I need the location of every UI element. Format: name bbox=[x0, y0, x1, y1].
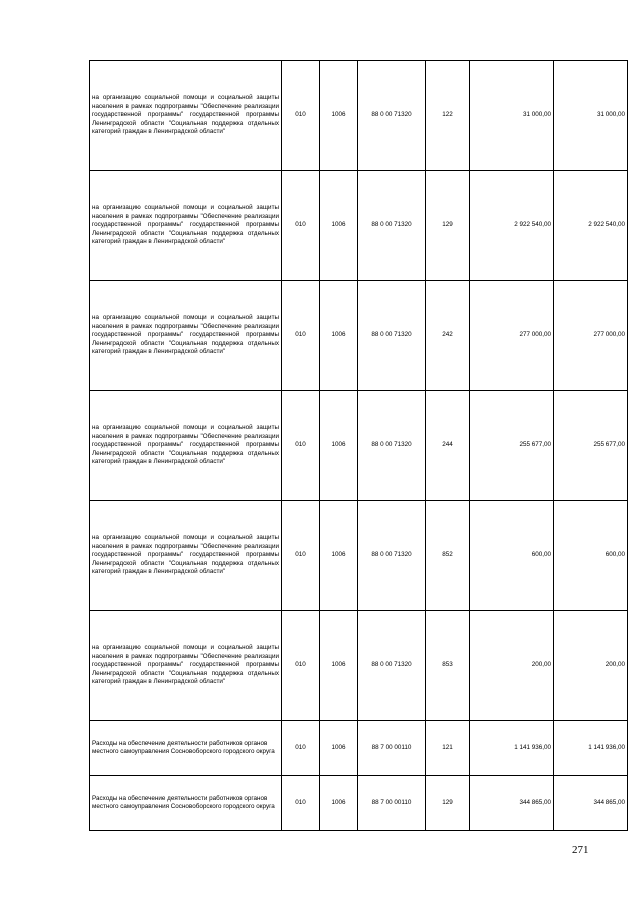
row-amount2: 2 922 540,00 bbox=[554, 171, 628, 281]
row-type: 129 bbox=[426, 171, 470, 281]
row-amount1: 600,00 bbox=[470, 501, 554, 611]
row-target: 88 0 00 71320 bbox=[358, 61, 426, 171]
row-description: на организацию социальной помощи и социальной защиты населения в рамках подпрограммы "Обеспечение реализации государственной программы" государственной программы Ленинградской области "Социальная поддержка отдельных категорий граждан в Ленинградской области" bbox=[90, 501, 282, 611]
row-type: 853 bbox=[426, 611, 470, 721]
row-section: 1006 bbox=[320, 721, 358, 776]
table-row bbox=[90, 611, 628, 721]
table-row bbox=[90, 61, 628, 171]
table-row bbox=[90, 776, 628, 831]
row-code: 010 bbox=[282, 611, 320, 721]
row-type: 244 bbox=[426, 391, 470, 501]
row-code: 010 bbox=[282, 61, 320, 171]
row-type: 121 bbox=[426, 721, 470, 776]
row-type: 129 bbox=[426, 776, 470, 831]
row-code: 010 bbox=[282, 391, 320, 501]
row-section: 1006 bbox=[320, 61, 358, 171]
row-code: 010 bbox=[282, 721, 320, 776]
table-row bbox=[90, 171, 628, 281]
row-target: 88 0 00 71320 bbox=[358, 501, 426, 611]
table-row bbox=[90, 501, 628, 611]
row-code: 010 bbox=[282, 171, 320, 281]
row-amount2: 600,00 bbox=[554, 501, 628, 611]
row-section: 1006 bbox=[320, 281, 358, 391]
row-amount1: 255 677,00 bbox=[470, 391, 554, 501]
row-target: 88 0 00 71320 bbox=[358, 171, 426, 281]
row-type: 122 bbox=[426, 61, 470, 171]
row-section: 1006 bbox=[320, 391, 358, 501]
row-description: на организацию социальной помощи и социальной защиты населения в рамках подпрограммы "Обеспечение реализации государственной программы" государственной программы Ленинградской области "Социальная поддержка отдельных категорий граждан в Ленинградской области" bbox=[90, 171, 282, 281]
row-amount1: 344 865,00 bbox=[470, 776, 554, 831]
page-number: 271 bbox=[572, 844, 589, 856]
budget-table bbox=[89, 60, 628, 831]
row-target: 88 0 00 71320 bbox=[358, 611, 426, 721]
row-target: 88 0 00 71320 bbox=[358, 281, 426, 391]
row-code: 010 bbox=[282, 281, 320, 391]
row-section: 1006 bbox=[320, 776, 358, 831]
row-description: на организацию социальной помощи и социальной защиты населения в рамках подпрограммы "Обеспечение реализации государственной программы" государственной программы Ленинградской области "Социальная поддержка отдельных категорий граждан в Ленинградской области" bbox=[90, 391, 282, 501]
table-row bbox=[90, 721, 628, 776]
row-amount2: 255 677,00 bbox=[554, 391, 628, 501]
row-section: 1006 bbox=[320, 171, 358, 281]
table-row bbox=[90, 281, 628, 391]
row-section: 1006 bbox=[320, 611, 358, 721]
row-description: Расходы на обеспечение деятельности работников органов местного самоуправления Сосновоборского городского округа bbox=[90, 776, 282, 831]
row-amount1: 2 922 540,00 bbox=[470, 171, 554, 281]
row-amount2: 344 865,00 bbox=[554, 776, 628, 831]
row-amount2: 31 000,00 bbox=[554, 61, 628, 171]
row-description: на организацию социальной помощи и социальной защиты населения в рамках подпрограммы "Обеспечение реализации государственной программы" государственной программы Ленинградской области "Социальная поддержка отдельных категорий граждан в Ленинградской области" bbox=[90, 61, 282, 171]
row-section: 1006 bbox=[320, 501, 358, 611]
row-type: 242 bbox=[426, 281, 470, 391]
row-description: на организацию социальной помощи и социальной защиты населения в рамках подпрограммы "Обеспечение реализации государственной программы" государственной программы Ленинградской области "Социальная поддержка отдельных категорий граждан в Ленинградской области" bbox=[90, 611, 282, 721]
row-amount1: 31 000,00 bbox=[470, 61, 554, 171]
row-amount2: 200,00 bbox=[554, 611, 628, 721]
row-code: 010 bbox=[282, 776, 320, 831]
row-target: 88 7 00 00110 bbox=[358, 721, 426, 776]
row-description: Расходы на обеспечение деятельности работников органов местного самоуправления Сосновоборского городского округа bbox=[90, 721, 282, 776]
table-row bbox=[90, 391, 628, 501]
row-amount1: 277 000,00 bbox=[470, 281, 554, 391]
row-type: 852 bbox=[426, 501, 470, 611]
row-amount2: 277 000,00 bbox=[554, 281, 628, 391]
row-code: 010 bbox=[282, 501, 320, 611]
row-amount1: 200,00 bbox=[470, 611, 554, 721]
row-amount2: 1 141 936,00 bbox=[554, 721, 628, 776]
row-amount1: 1 141 936,00 bbox=[470, 721, 554, 776]
row-target: 88 7 00 00110 bbox=[358, 776, 426, 831]
row-target: 88 0 00 71320 bbox=[358, 391, 426, 501]
row-description: на организацию социальной помощи и социальной защиты населения в рамках подпрограммы "Обеспечение реализации государственной программы" государственной программы Ленинградской области "Социальная поддержка отдельных категорий граждан в Ленинградской области" bbox=[90, 281, 282, 391]
